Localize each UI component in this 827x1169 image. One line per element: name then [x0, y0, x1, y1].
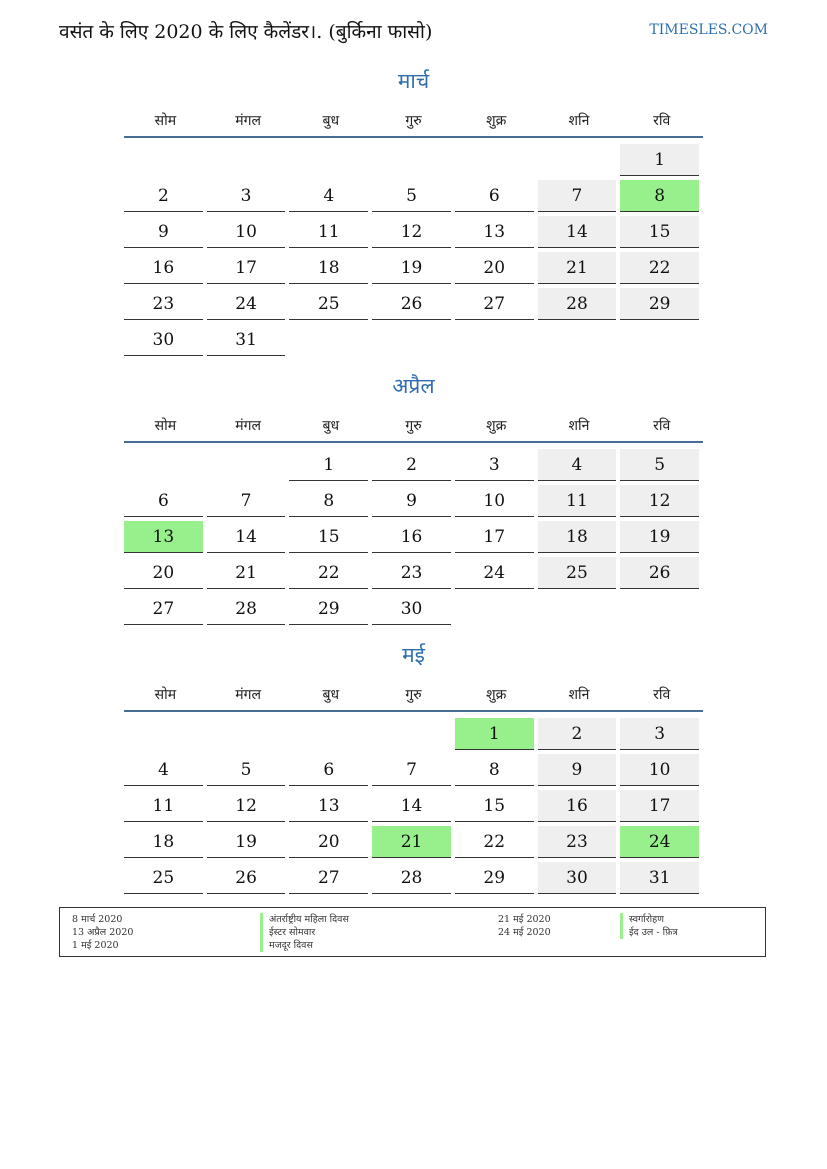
- month-block: [124, 371, 703, 627]
- day-cell[interactable]: 30: [124, 324, 203, 356]
- day-cell[interactable]: 27: [124, 593, 203, 625]
- empty-day-cell: [207, 718, 286, 750]
- day-cell[interactable]: 17: [455, 521, 534, 553]
- empty-day-cell: [289, 718, 368, 750]
- legend-date: 21 मई 2020: [498, 914, 551, 925]
- week-row: [124, 178, 703, 214]
- day-cell[interactable]: 30: [538, 862, 617, 894]
- week-row: [124, 555, 703, 591]
- day-cell[interactable]: 10: [620, 754, 699, 786]
- site-link[interactable]: TIMESLES.COM: [649, 22, 768, 38]
- day-cell[interactable]: 8: [289, 485, 368, 517]
- empty-day-cell: [372, 144, 451, 176]
- day-cell[interactable]: 29: [620, 288, 699, 320]
- legend-dates-col-1: [72, 913, 133, 952]
- day-cell[interactable]: 12: [620, 485, 699, 517]
- day-cell[interactable]: 2: [372, 449, 451, 481]
- day-cell[interactable]: 9: [124, 216, 203, 248]
- day-cell[interactable]: 14: [207, 521, 286, 553]
- empty-day-cell: [455, 324, 534, 356]
- weekday-label: गुरु: [405, 112, 422, 129]
- day-cell[interactable]: 10: [207, 216, 286, 248]
- day-cell[interactable]: 11: [289, 216, 368, 248]
- day-cell[interactable]: 12: [372, 216, 451, 248]
- day-cell[interactable]: 7: [372, 754, 451, 786]
- month-block: [124, 640, 703, 896]
- empty-day-cell: [455, 593, 534, 625]
- day-cell[interactable]: 1: [455, 718, 534, 750]
- month-block: [124, 66, 703, 358]
- empty-day-cell: [289, 324, 368, 356]
- day-cell[interactable]: 28: [538, 288, 617, 320]
- day-cell[interactable]: 1: [620, 144, 699, 176]
- header-divider: [124, 710, 703, 712]
- weekday-label: मंगल: [235, 686, 261, 703]
- weekday-header-row: [124, 678, 703, 710]
- day-cell[interactable]: 4: [538, 449, 617, 481]
- day-cell[interactable]: 27: [289, 862, 368, 894]
- day-cell[interactable]: 17: [620, 790, 699, 822]
- month-title: मार्च: [397, 69, 430, 93]
- day-cell[interactable]: 4: [289, 180, 368, 212]
- day-cell[interactable]: 18: [289, 252, 368, 284]
- day-cell[interactable]: 7: [207, 485, 286, 517]
- day-cell[interactable]: 26: [207, 862, 286, 894]
- empty-day-cell: [620, 593, 699, 625]
- empty-day-cell: [455, 144, 534, 176]
- day-cell[interactable]: 20: [455, 252, 534, 284]
- day-cell[interactable]: 25: [289, 288, 368, 320]
- day-cell[interactable]: 9: [538, 754, 617, 786]
- week-grid: [124, 447, 703, 627]
- legend-holiday-name: अंतर्राष्ट्रीय महिला दिवस: [260, 913, 349, 926]
- day-cell[interactable]: 3: [620, 718, 699, 750]
- weekday-label: गुरु: [405, 417, 422, 434]
- weekday-label: शनि: [568, 112, 590, 129]
- day-cell[interactable]: 15: [620, 216, 699, 248]
- empty-day-cell: [124, 144, 203, 176]
- holiday-legend: [59, 907, 766, 957]
- day-cell[interactable]: 6: [124, 485, 203, 517]
- day-cell[interactable]: 15: [289, 521, 368, 553]
- day-cell[interactable]: 11: [538, 485, 617, 517]
- legend-holiday-name: ईद उल - फ़ित्र: [620, 926, 678, 939]
- legend-date: 1 मई 2020: [72, 940, 119, 951]
- week-grid: [124, 716, 703, 896]
- empty-day-cell: [207, 144, 286, 176]
- week-row: [124, 752, 703, 788]
- day-cell[interactable]: 28: [207, 593, 286, 625]
- day-cell[interactable]: 6: [455, 180, 534, 212]
- legend-names-col-1: [260, 913, 349, 952]
- weekday-label: रवि: [653, 686, 671, 703]
- empty-day-cell: [289, 144, 368, 176]
- weekday-header-row: [124, 409, 703, 441]
- day-cell[interactable]: 20: [289, 826, 368, 858]
- week-row: [124, 286, 703, 322]
- weekday-label: बुध: [322, 417, 340, 434]
- empty-day-cell: [538, 144, 617, 176]
- day-cell[interactable]: 6: [289, 754, 368, 786]
- weekday-label: शुक्र: [486, 686, 507, 703]
- day-cell[interactable]: 23: [538, 826, 617, 858]
- legend-holiday-name: ईस्टर सोमवार: [260, 926, 349, 939]
- day-cell[interactable]: 11: [124, 790, 203, 822]
- legend-holiday-name: स्वर्गारोहण: [620, 913, 678, 926]
- day-cell[interactable]: 20: [124, 557, 203, 589]
- weekday-label: शुक्र: [486, 112, 507, 129]
- day-cell[interactable]: 5: [620, 449, 699, 481]
- day-cell[interactable]: 4: [124, 754, 203, 786]
- day-cell[interactable]: 10: [455, 485, 534, 517]
- day-cell[interactable]: 3: [207, 180, 286, 212]
- header-divider: [124, 441, 703, 443]
- legend-dates-col-2: [498, 913, 551, 939]
- empty-day-cell: [124, 718, 203, 750]
- weekday-label: सोम: [154, 686, 177, 703]
- day-cell[interactable]: 16: [538, 790, 617, 822]
- day-cell[interactable]: 21: [372, 826, 451, 858]
- week-grid: [124, 142, 703, 358]
- day-cell[interactable]: 2: [124, 180, 203, 212]
- empty-day-cell: [620, 324, 699, 356]
- day-cell[interactable]: 21: [207, 557, 286, 589]
- day-cell[interactable]: 24: [455, 557, 534, 589]
- week-row: [124, 483, 703, 519]
- weekday-header-row: [124, 104, 703, 136]
- empty-day-cell: [372, 718, 451, 750]
- page-title: वसंत के लिए 2020 के लिए कैलेंडर।. (बुर्किना फासो): [59, 21, 433, 43]
- week-row: [124, 824, 703, 860]
- weekday-label: रवि: [653, 112, 671, 129]
- empty-day-cell: [372, 324, 451, 356]
- week-row: [124, 322, 703, 358]
- day-cell[interactable]: 22: [620, 252, 699, 284]
- legend-names-col-2: [620, 913, 678, 939]
- day-cell[interactable]: 5: [372, 180, 451, 212]
- empty-day-cell: [538, 593, 617, 625]
- day-cell[interactable]: 13: [455, 216, 534, 248]
- day-cell[interactable]: 15: [455, 790, 534, 822]
- day-cell[interactable]: 25: [538, 557, 617, 589]
- weekday-label: मंगल: [235, 112, 261, 129]
- week-row: [124, 142, 703, 178]
- day-cell[interactable]: 29: [455, 862, 534, 894]
- day-cell[interactable]: 27: [455, 288, 534, 320]
- day-cell[interactable]: 25: [124, 862, 203, 894]
- day-cell[interactable]: 9: [372, 485, 451, 517]
- day-cell[interactable]: 5: [207, 754, 286, 786]
- week-row: [124, 214, 703, 250]
- weekday-label: बुध: [322, 686, 340, 703]
- day-cell[interactable]: 16: [372, 521, 451, 553]
- weekday-label: रवि: [653, 417, 671, 434]
- week-row: [124, 591, 703, 627]
- week-row: [124, 519, 703, 555]
- day-cell[interactable]: 16: [124, 252, 203, 284]
- week-row: [124, 788, 703, 824]
- week-row: [124, 716, 703, 752]
- day-cell[interactable]: 19: [207, 826, 286, 858]
- day-cell[interactable]: 8: [620, 180, 699, 212]
- day-cell[interactable]: 31: [207, 324, 286, 356]
- weekday-label: शुक्र: [486, 417, 507, 434]
- day-cell[interactable]: 18: [124, 826, 203, 858]
- day-cell[interactable]: 21: [538, 252, 617, 284]
- day-cell[interactable]: 26: [372, 288, 451, 320]
- day-cell[interactable]: 24: [620, 826, 699, 858]
- day-cell[interactable]: 23: [124, 288, 203, 320]
- weekday-label: शनि: [568, 686, 590, 703]
- day-cell[interactable]: 26: [620, 557, 699, 589]
- week-row: [124, 447, 703, 483]
- day-cell[interactable]: 31: [620, 862, 699, 894]
- month-title: मई: [402, 643, 425, 667]
- legend-holiday-name: मजदूर दिवस: [260, 939, 349, 952]
- empty-day-cell: [207, 449, 286, 481]
- day-cell[interactable]: 13: [124, 521, 203, 553]
- week-row: [124, 250, 703, 286]
- legend-date: 8 मार्च 2020: [72, 914, 123, 925]
- header-divider: [124, 136, 703, 138]
- day-cell[interactable]: 18: [538, 521, 617, 553]
- day-cell[interactable]: 19: [620, 521, 699, 553]
- day-cell[interactable]: 12: [207, 790, 286, 822]
- weekday-label: बुध: [322, 112, 340, 129]
- day-cell[interactable]: 13: [289, 790, 368, 822]
- weekday-label: मंगल: [235, 417, 261, 434]
- day-cell[interactable]: 2: [538, 718, 617, 750]
- day-cell[interactable]: 24: [207, 288, 286, 320]
- day-cell[interactable]: 1: [289, 449, 368, 481]
- weekday-label: सोम: [154, 417, 177, 434]
- day-cell[interactable]: 30: [372, 593, 451, 625]
- day-cell[interactable]: 19: [372, 252, 451, 284]
- day-cell[interactable]: 17: [207, 252, 286, 284]
- day-cell[interactable]: 14: [372, 790, 451, 822]
- day-cell[interactable]: 3: [455, 449, 534, 481]
- legend-date: 24 मई 2020: [498, 927, 551, 938]
- day-cell[interactable]: 22: [455, 826, 534, 858]
- day-cell[interactable]: 8: [455, 754, 534, 786]
- day-cell[interactable]: 7: [538, 180, 617, 212]
- empty-day-cell: [538, 324, 617, 356]
- empty-day-cell: [124, 449, 203, 481]
- weekday-label: शनि: [568, 417, 590, 434]
- week-row: [124, 860, 703, 896]
- day-cell[interactable]: 23: [372, 557, 451, 589]
- weekday-label: गुरु: [405, 686, 422, 703]
- day-cell[interactable]: 22: [289, 557, 368, 589]
- day-cell[interactable]: 29: [289, 593, 368, 625]
- day-cell[interactable]: 14: [538, 216, 617, 248]
- day-cell[interactable]: 28: [372, 862, 451, 894]
- legend-date: 13 अप्रैल 2020: [72, 927, 134, 938]
- month-title: अप्रैल: [392, 374, 435, 398]
- weekday-label: सोम: [154, 112, 177, 129]
